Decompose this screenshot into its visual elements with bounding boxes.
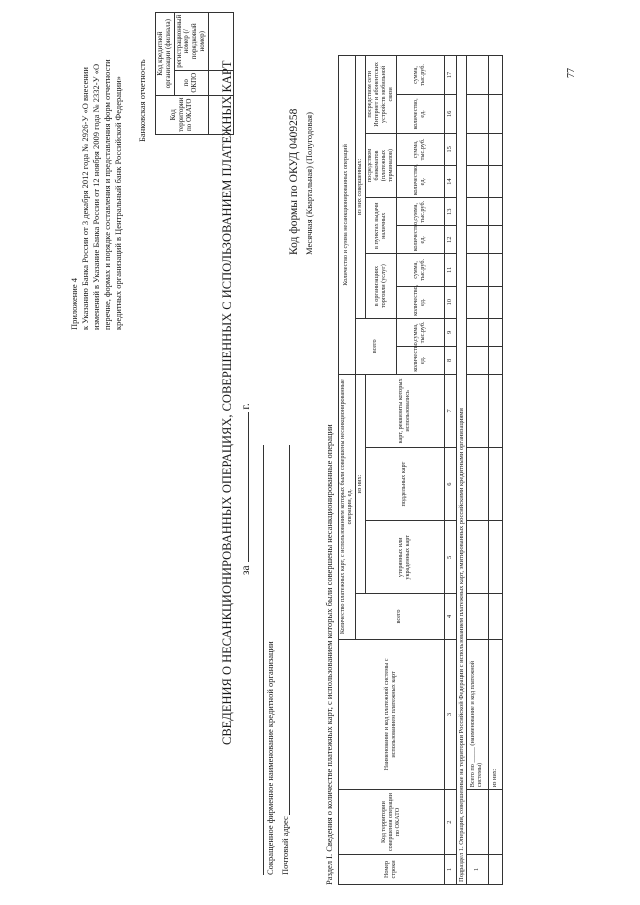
ops-of-which-header: из них совершенных: xyxy=(355,56,365,319)
data-cell xyxy=(466,254,488,286)
appendix-line: кредитных организаций в Центральный банк Российской Федерации» xyxy=(113,76,123,330)
cards-requisites-header: карт, реквизиты которых использовались xyxy=(365,374,444,447)
data-cell xyxy=(466,374,488,447)
col-number: 9 xyxy=(444,318,456,346)
ops-total-header: всего xyxy=(355,318,396,374)
col-number: 12 xyxy=(444,226,456,254)
data-cell xyxy=(488,133,502,165)
sum-header: сумма, тыс.руб. xyxy=(396,318,444,346)
col-number: 11 xyxy=(444,254,456,286)
col-number: 8 xyxy=(444,346,456,374)
data-cell xyxy=(488,226,502,254)
address-line xyxy=(289,445,290,815)
data-cell xyxy=(488,594,502,639)
data-cell xyxy=(488,56,502,95)
qty-header: количество, ед. xyxy=(396,346,444,374)
total-by-system-label: Всего по _____ (наименование и код платежной системы) xyxy=(466,639,488,790)
okato-header: Код территории по ОКАТО xyxy=(156,95,209,134)
data-cell xyxy=(466,198,488,226)
row-number xyxy=(488,854,502,884)
col-number: 3 xyxy=(444,639,456,790)
col-number: 10 xyxy=(444,286,456,318)
data-cell xyxy=(488,374,502,447)
data-cell xyxy=(488,198,502,226)
cards-group-header: Количество платежных карт, с использованием которых были совершены несанкционированные операции, ед. xyxy=(339,374,356,639)
col-number: 13 xyxy=(444,198,456,226)
okato-cell xyxy=(488,790,502,855)
col-number: 5 xyxy=(444,521,456,594)
qty-header: количество, ед. xyxy=(396,166,444,198)
credit-org-code-header: Код кредитной организации (филиала) xyxy=(156,12,175,95)
ops-internet-header: посредством сети Интернет и абонентских устройств мобильной связи xyxy=(365,56,396,134)
okpo-header: по ОКПО xyxy=(174,70,208,95)
reporting-label: Банковская отчетность xyxy=(137,59,147,142)
main-table xyxy=(338,55,503,885)
data-cell xyxy=(466,226,488,254)
sum-header: сумма, тыс.руб. xyxy=(396,56,444,95)
data-cell xyxy=(466,56,488,95)
payment-system-header: Наименование и код платежной системы с использованием платежных карт xyxy=(339,639,445,790)
period-year: г. xyxy=(240,403,252,410)
col-number: 14 xyxy=(444,166,456,198)
qty-header: количество, ед. xyxy=(396,226,444,254)
cards-fake-header: поддельных карт xyxy=(365,448,444,521)
col-number: 4 xyxy=(444,594,456,639)
periodicity: Месячная (Квартальная) (Полугодовая) xyxy=(304,112,314,255)
ops-cash-header: в пунктах выдачи наличных xyxy=(365,198,396,254)
data-cell xyxy=(466,166,488,198)
data-cell xyxy=(488,166,502,198)
data-cell xyxy=(466,133,488,165)
sum-header: сумма, тыс.руб. xyxy=(396,133,444,165)
period-za: за xyxy=(240,565,252,575)
data-cell xyxy=(466,95,488,134)
qty-header: количество, ед. xyxy=(396,286,444,318)
col-number: 2 xyxy=(444,790,456,855)
col-number: 7 xyxy=(444,374,456,447)
appendix-line: к Указанию Банка России от 3 декабря 2012 года № 2926-У «О внесении xyxy=(80,67,90,330)
ops-trade-header: в организациях торговли (услуг) xyxy=(365,254,396,319)
col-number: 17 xyxy=(444,56,456,95)
ops-group-header: Количество и сумма несанкционированных операций xyxy=(339,56,356,375)
appendix-title: Приложение 4 xyxy=(69,278,79,330)
period-label xyxy=(238,403,253,575)
okato-op-header: Код территории совершения операции по ОКАТО xyxy=(339,790,445,855)
form-code: Код формы по ОКУД 0409258 xyxy=(288,108,300,255)
sum-header: сумма, тыс.руб. xyxy=(396,198,444,226)
section-title: Раздел I. Сведения о количестве платежных карт, с использованием которых были совершены несанкционированные операции xyxy=(324,424,334,885)
row-number: 1 xyxy=(466,854,488,884)
data-cell xyxy=(466,521,488,594)
data-cell xyxy=(488,318,502,346)
col-number: 16 xyxy=(444,95,456,134)
org-name-label: Сокращенное фирменное наименование кредитной организации xyxy=(265,641,275,875)
qty-header: количество, ед. xyxy=(396,95,444,134)
sum-header: сумма, тыс.руб. xyxy=(396,254,444,286)
appendix-line: изменений в Указание Банка России от 12 ноября 2009 года № 2332-У «О xyxy=(91,63,101,330)
of-which-label: из них: xyxy=(488,639,502,790)
form-title: СВЕДЕНИЯ О НЕСАНКЦИОНИРОВАННЫХ ОПЕРАЦИЯХ, СОВЕРШЕННЫХ С ИСПОЛЬЗОВАНИЕМ ПЛАТЕЖНЫХ КАРТ xyxy=(220,60,234,745)
data-cell xyxy=(488,286,502,318)
data-cell xyxy=(488,254,502,286)
data-cell xyxy=(488,448,502,521)
cards-lost-header: утерянных или украденных карт xyxy=(365,521,444,594)
data-cell xyxy=(488,95,502,134)
appendix-line: перечне, формах и порядке составления и представления форм отчетности xyxy=(102,59,112,330)
data-cell xyxy=(488,521,502,594)
data-cell xyxy=(488,346,502,374)
cards-total-header: всего xyxy=(355,594,444,639)
page-number: 77 xyxy=(566,68,577,78)
col-number: 6 xyxy=(444,448,456,521)
data-cell xyxy=(466,318,488,346)
org-name-line xyxy=(255,445,264,875)
data-cell xyxy=(466,448,488,521)
period-blank xyxy=(238,412,249,562)
row-no-header: Номер строки xyxy=(339,854,445,884)
data-cell xyxy=(466,286,488,318)
col-number: 1 xyxy=(444,854,456,884)
cards-of-which-header: из них: xyxy=(355,374,365,594)
ops-atm-header: посредством банкоматов (платежных терминалов) xyxy=(365,133,396,198)
okato-cell xyxy=(466,790,488,855)
address-label: Почтовый адрес xyxy=(280,816,290,875)
col-number: 15 xyxy=(444,133,456,165)
data-cell xyxy=(466,346,488,374)
subsection-title: Подраздел 1. Операции, совершенные на территории Российской Федерации с использованием платежных карт, эмитированных российскими кредитными организациями xyxy=(456,56,466,885)
data-cell xyxy=(466,594,488,639)
reg-number-header: регистрационный номер (/порядковый номер) xyxy=(174,12,208,70)
